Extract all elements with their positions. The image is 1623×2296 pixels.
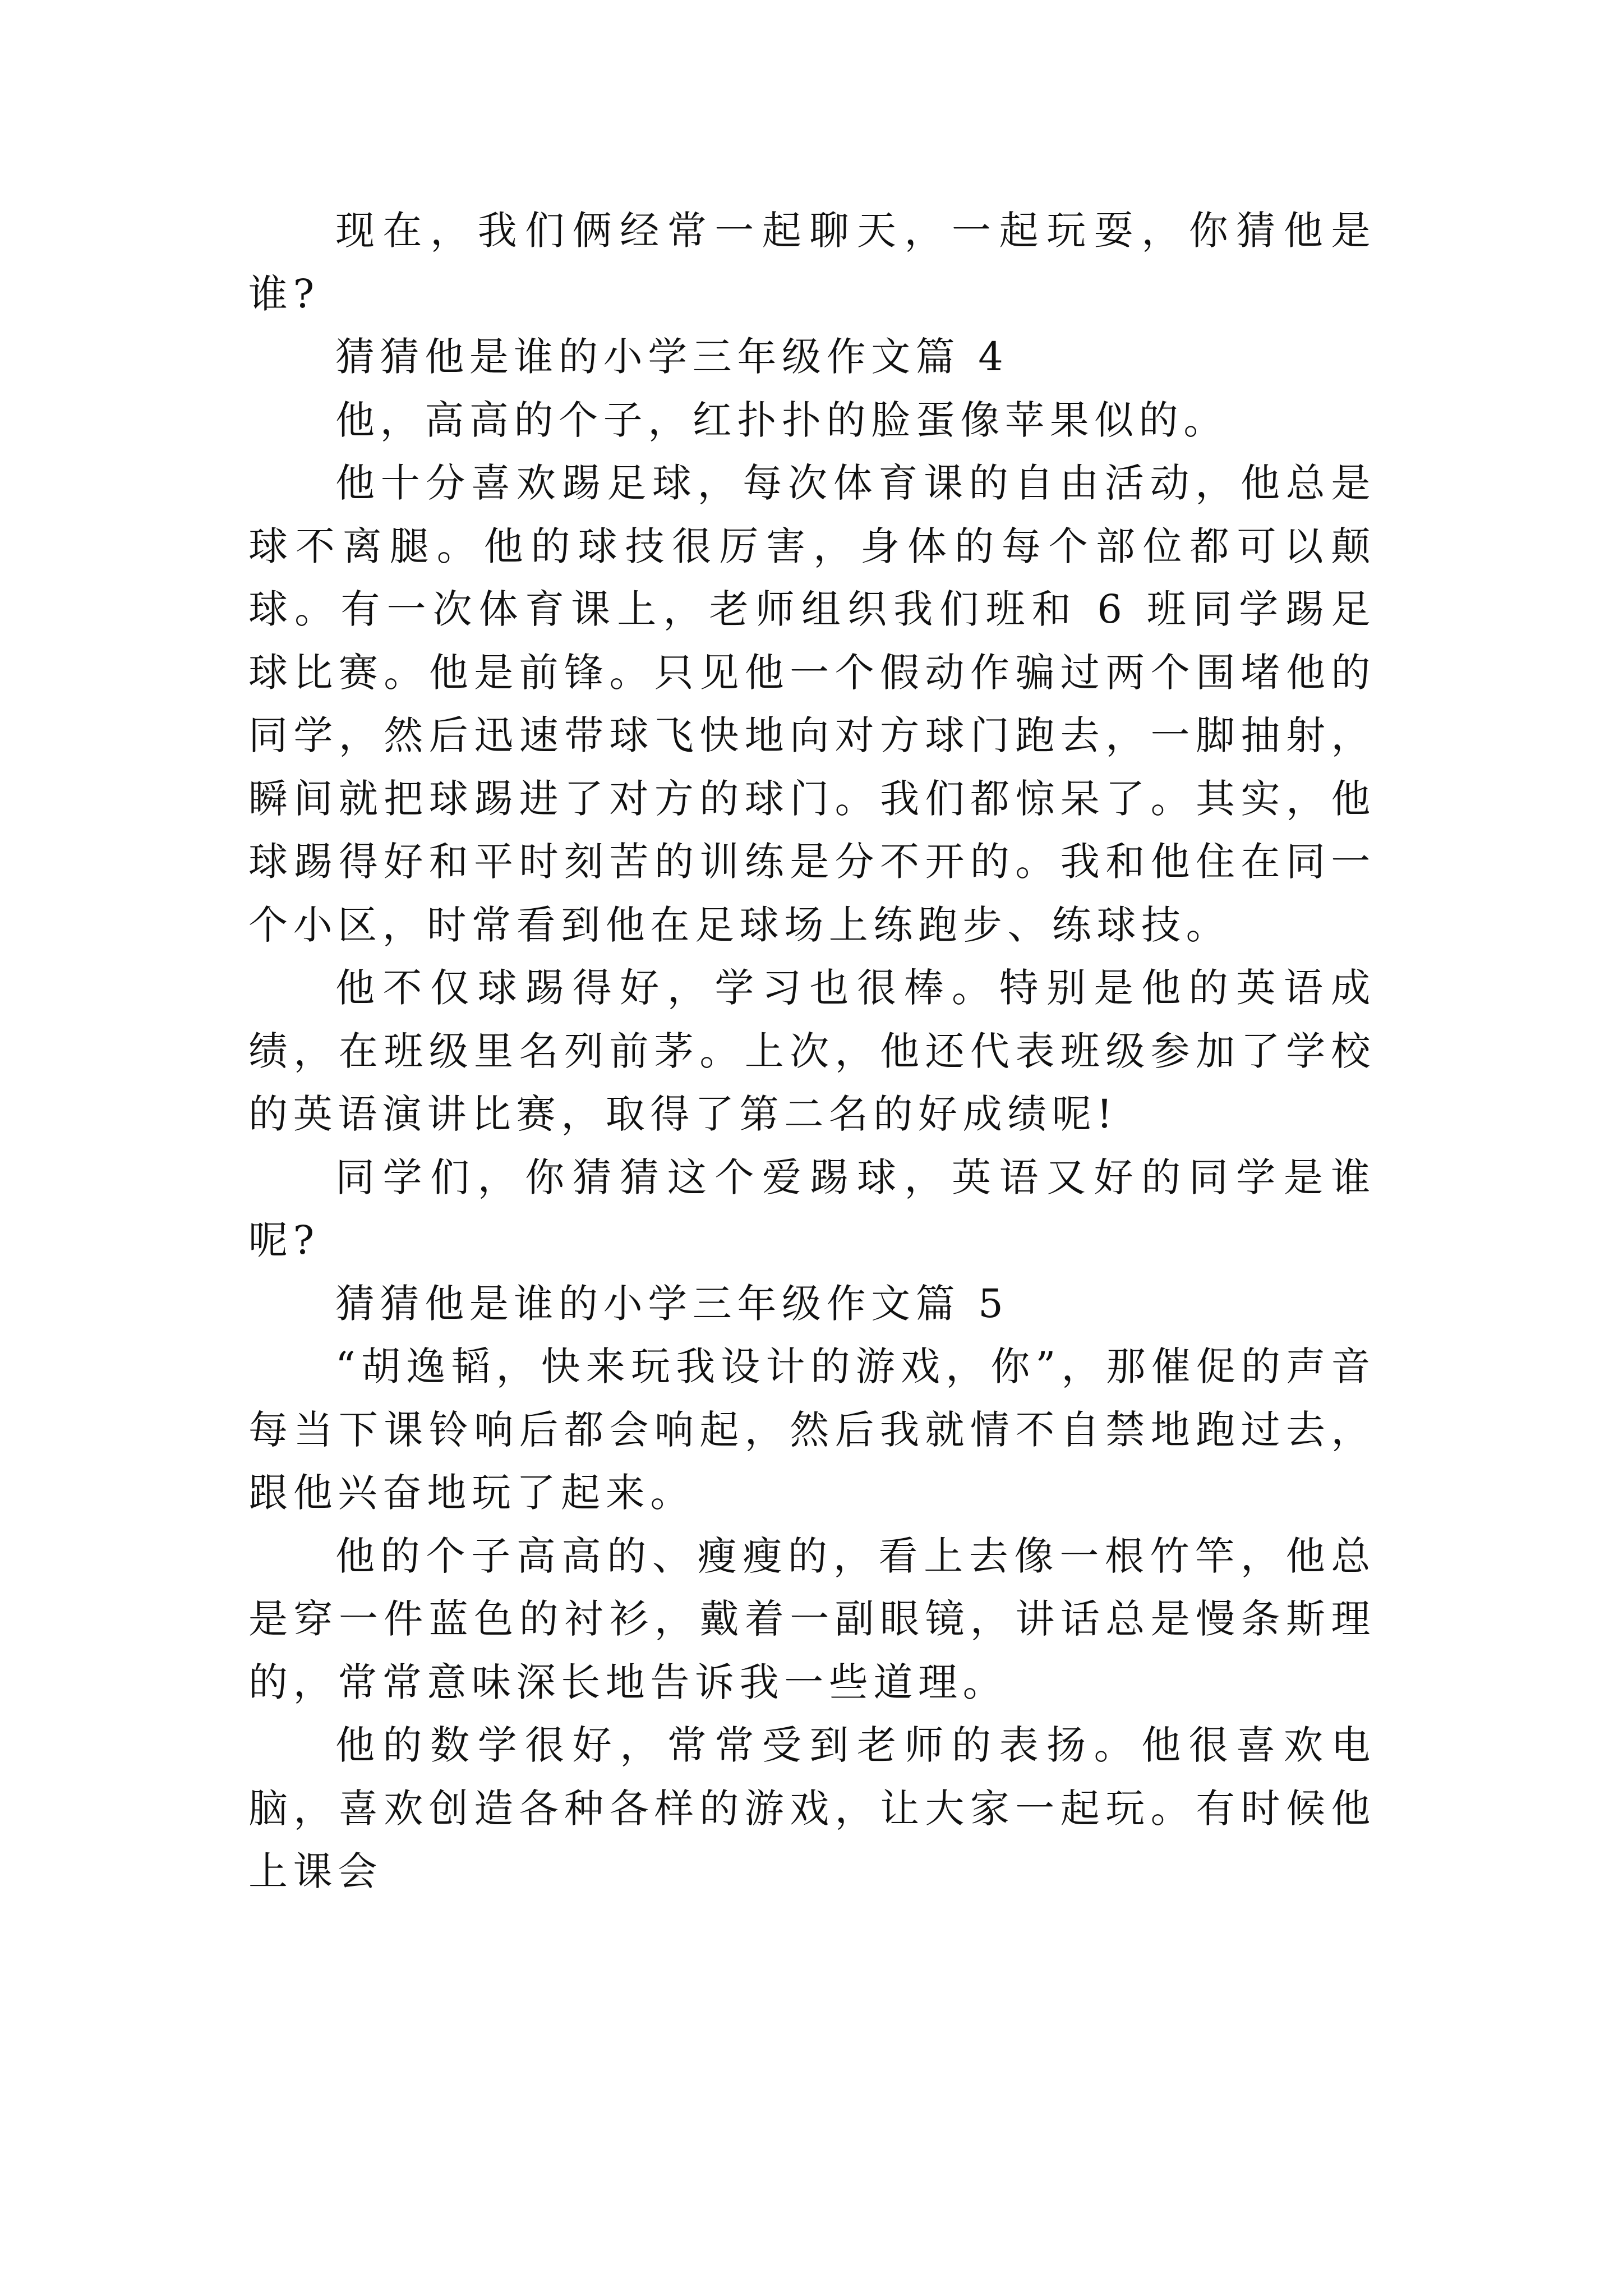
paragraph: 同学们，你猜猜这个爱踢球，英语又好的同学是谁呢? — [248, 1154, 1376, 1263]
paragraph: “胡逸韬，快来玩我设计的游戏，你”，那催促的声音每当下课铃响后都会响起，然后我就情不自禁地跑过去，跟他兴奋地玩了起来。 — [248, 1343, 1376, 1516]
section-heading: 猜猜他是谁的小学三年级作文篇 4 — [335, 334, 1009, 380]
paragraph: 他的个子高高的、瘦瘦的，看上去像一根竹竿，他总是穿一件蓝色的衬衫，戴着一副眼镜，讲话总是慢条斯理的，常常意味深长地告诉我一些道理。 — [248, 1533, 1376, 1705]
paragraph: 他十分喜欢踢足球，每次体育课的自由活动，他总是球不离腿。他的球技很厉害，身体的每个部位都可以颠球。有一次体育课上，老师组织我们班和 6 班同学踢足球比赛。他是前锋。只见他一个假动作骗过两个围堵他的同学，然后迅速带球飞快地向对方球门跑去，一脚抽射，瞬间就把球踢进了对方的球门。我们都惊呆了。其实，他球踢得好和平时刻苦的训练是分不开的。我和他住在同一个小区，时常看到他在足球场上练跑步、练球技。 — [248, 460, 1376, 948]
section-heading: 猜猜他是谁的小学三年级作文篇 5 — [335, 1280, 1009, 1327]
paragraph: 他的数学很好，常常受到老师的表扬。他很喜欢电脑，喜欢创造各种各样的游戏，让大家一起玩。有时候他上课会 — [248, 1722, 1376, 1894]
paragraph: 他不仅球踢得好，学习也很棒。特别是他的英语成绩，在班级里名列前茅。上次，他还代表班级参加了学校的英语演讲比赛，取得了第二名的好成绩呢! — [248, 965, 1376, 1137]
document-body — [248, 199, 1376, 1903]
paragraph: 现在，我们俩经常一起聊天，一起玩耍，你猜他是谁? — [248, 208, 1376, 317]
paragraph: 他，高高的个子，红扑扑的脸蛋像苹果似的。 — [335, 397, 1228, 443]
